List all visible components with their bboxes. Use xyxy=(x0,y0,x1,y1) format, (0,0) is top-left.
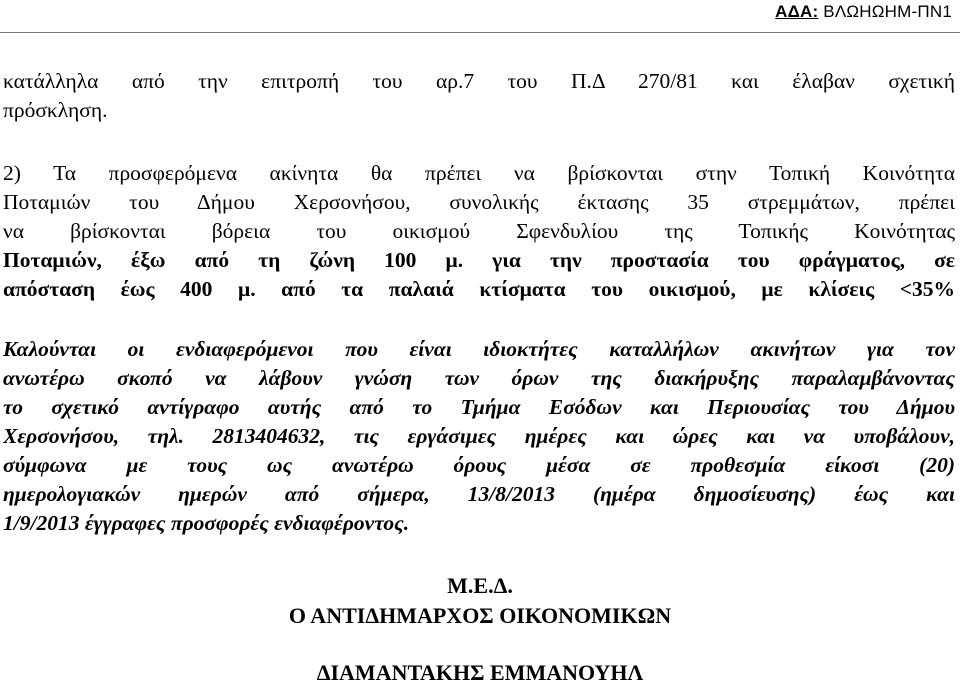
text-line: Ποταμιών του Δήμου Χερσονήσου, συνολικής έκτασης 35 στρεμμάτων, πρέπει xyxy=(3,190,955,214)
ada-value: ΒΛΩΗΩΗΜ-ΠΝ1 xyxy=(818,2,952,21)
text-line: πρόσκληση. xyxy=(3,98,108,122)
text-line: να βρίσκονται βόρεια του οικισμού Σφενδυλίου της Τοπικής Κοινότητας xyxy=(3,219,955,243)
text-line: απόσταση έως 400 μ. από τα παλαιά κτίσματα του οικισμού, με κλίσεις <35% xyxy=(3,277,955,301)
text-line: 1/9/2013 έγγραφες προσφορές ενδιαφέροντος. xyxy=(3,511,410,535)
ada-header xyxy=(775,2,952,22)
ada-label: ΑΔΑ: xyxy=(775,2,819,21)
text-line: Ποταμιών, έξω από τη ζώνη 100 μ. για την προστασία του φράγματος, σε xyxy=(3,248,955,272)
text-line: το σχετικό αντίγραφο αυτής από το Τμήμα Εσόδων και Περιουσίας του Δήμου xyxy=(3,395,955,419)
signature-abbrev: Μ.Ε.Δ. xyxy=(447,573,513,598)
header-rule xyxy=(0,32,960,33)
invitation-paragraph xyxy=(3,335,955,538)
text-line: Καλούνται οι ενδιαφερόμενοι που είναι ιδιοκτήτες καταλλήλων ακινήτων για τον xyxy=(3,337,955,361)
signature-name: ΔΙΑΜΑΝΤΑΚΗΣ ΕΜΜΑΝΟΥΗΛ xyxy=(316,660,644,685)
text-line: σύμφωνα με τους ως ανωτέρω όρους μέσα σε προθεσμία είκοσι (20) xyxy=(3,453,955,477)
text-line: κατάλληλα από την επιτροπή του αρ.7 του Π.Δ 270/81 και έλαβαν σχετική xyxy=(3,69,955,93)
item-2-paragraph xyxy=(3,159,955,304)
intro-paragraph xyxy=(3,67,955,125)
signature-title: Ο ΑΝΤΙΔΗΜΑΡΧΟΣ ΟΙΚΟΝΟΜΙΚΩΝ xyxy=(288,603,672,628)
text-line: ημερολογιακών ημερών από σήμερα, 13/8/2013 (ημέρα δημοσίευσης) έως και xyxy=(3,482,955,506)
text-line: ανωτέρω σκοπό να λάβουν γνώση των όρων της διακήρυξης παραλαμβάνοντας xyxy=(3,366,955,390)
text-line: 2) Τα προσφερόμενα ακίνητα θα πρέπει να βρίσκονται στην Τοπική Κοινότητα xyxy=(3,161,955,185)
text-line: Χερσονήσου, τηλ. 2813404632, τις εργάσιμες ημέρες και ώρες και να υποβάλουν, xyxy=(3,424,955,448)
